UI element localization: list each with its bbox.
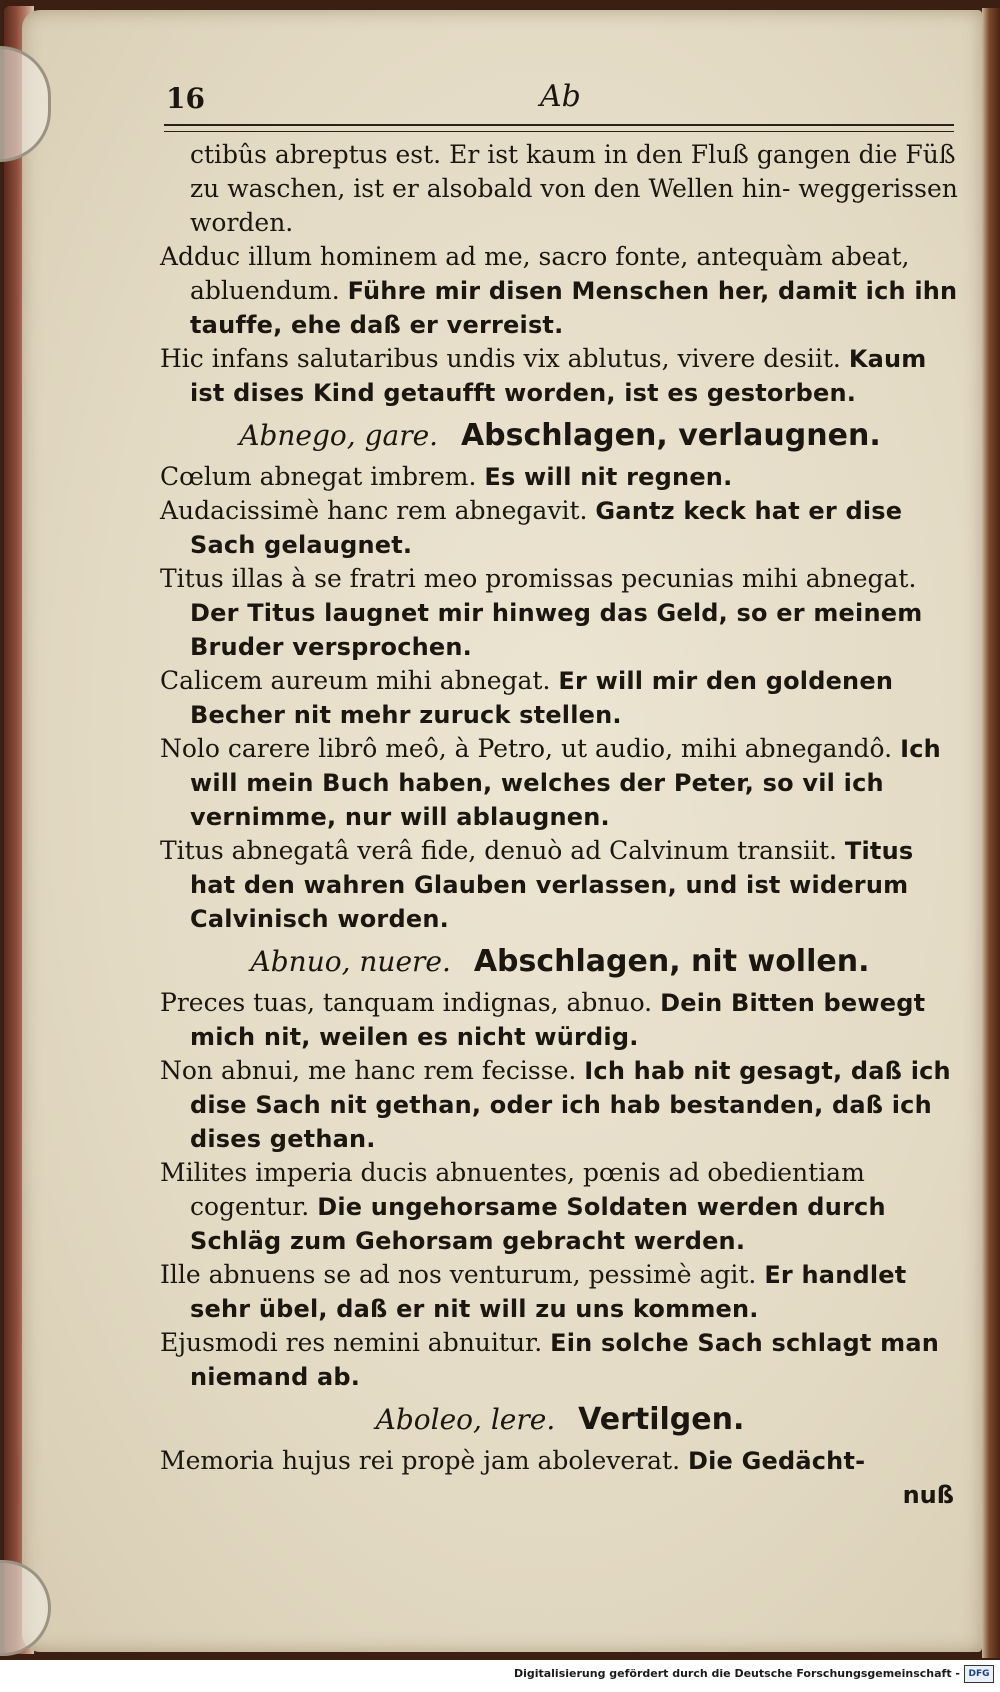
- dictionary-entry: [160, 834, 960, 936]
- headword-lemma: Abnego, gare.: [239, 419, 439, 452]
- page-stack-edge: [982, 8, 1000, 1658]
- german-translation: Ich hab nit gesagt, daß ich dise Sach nit gethan, oder ich hab bestanden, daß ich dises gethan.: [190, 1057, 951, 1153]
- german-translation: Die Gedächt-: [688, 1447, 866, 1475]
- dictionary-entry: [160, 494, 960, 562]
- latin-phrase: Titus illas à se fratri meo promissas pecunias mihi abnegat.: [160, 564, 917, 593]
- dictionary-entry: [160, 562, 960, 664]
- german-translation: Gantz keck hat er dise Sach gelaugnet.: [190, 497, 903, 559]
- german-translation: Führe mir disen Menschen her, damit ich ihn tauffe, ehe daß er verreist.: [190, 277, 958, 339]
- headword-abnego: [160, 416, 960, 456]
- headword-abnuo: [160, 942, 960, 982]
- latin-phrase: Preces tuas, tanquam indignas, abnuo.: [160, 988, 653, 1017]
- headword-lemma: Abnuo, nuere.: [250, 945, 451, 978]
- latin-phrase: Titus abnegatâ verâ fide, denuò ad Calvinum transiit.: [160, 836, 837, 865]
- dictionary-entry: [160, 732, 960, 834]
- headword-lemma: Aboleo, lere.: [375, 1403, 556, 1436]
- latin-phrase: Ejusmodi res nemini abnuitur.: [160, 1328, 543, 1357]
- latin-phrase: Milites imperia ducis abnuentes, pœnis ad obedientiam cogentur.: [160, 1158, 865, 1221]
- german-translation: Titus hat den wahren Glauben verlassen, und ist widerum Calvinisch worden.: [190, 837, 914, 933]
- entry-continuation: ctibûs abreptus est. Er ist kaum in den Fluß gangen die Füß zu waschen, ist er alsobald von den Wellen hin- weggerissen worden.: [190, 140, 958, 237]
- german-translation: Der Titus laugnet mir hinweg das Geld, so er meinem Bruder versprochen.: [190, 599, 923, 661]
- latin-phrase: Calicem aureum mihi abnegat.: [160, 666, 551, 695]
- dictionary-entry: [160, 1258, 960, 1326]
- dictionary-entry: [160, 240, 960, 342]
- catchword: nuß: [902, 1481, 954, 1509]
- running-head: Ab: [540, 79, 581, 114]
- dictionary-entry: [160, 1054, 960, 1156]
- dictionary-entry: [160, 664, 960, 732]
- latin-phrase: Nolo carere librô meô, à Petro, ut audio, mihi abnegandô.: [160, 734, 893, 763]
- german-translation: Er will mir den goldenen Becher nit mehr zuruck stellen.: [190, 667, 894, 729]
- german-translation: Ich will mein Buch haben, welches der Peter, so vil ich vernimme, nur will ablaugnen.: [190, 735, 941, 831]
- latin-phrase: Hic infans salutaribus undis vix ablutus, vivere desiit.: [160, 344, 841, 373]
- latin-phrase: Non abnui, me hanc rem fecisse.: [160, 1056, 577, 1085]
- dictionary-entry: [160, 986, 960, 1054]
- headword-gloss: Vertilgen.: [578, 1402, 745, 1437]
- latin-phrase: Audacissimè hanc rem abnegavit.: [160, 496, 588, 525]
- header-rule: [164, 124, 954, 132]
- german-translation: Er handlet sehr übel, daß er nit will zu uns kommen.: [190, 1261, 907, 1323]
- dictionary-entry: [160, 1444, 960, 1478]
- page-text-block: [160, 80, 960, 1512]
- german-translation: Kaum ist dises Kind getaufft worden, ist es gestorben.: [190, 345, 927, 407]
- headword-gloss: Abschlagen, nit wollen.: [473, 944, 870, 979]
- german-translation: Ein solche Sach schlagt man niemand ab.: [190, 1329, 940, 1391]
- funding-note: Digitalisierung gefördert durch die Deutsche Forschungsgemeinschaft -: [513, 1667, 960, 1680]
- latin-phrase: Ille abnuens se ad nos venturum, pessimè agit.: [160, 1260, 757, 1289]
- dictionary-entry: [160, 1156, 960, 1258]
- german-translation: Die ungehorsame Soldaten werden durch Schläg zum Gehorsam gebracht werden.: [190, 1193, 886, 1255]
- dictionary-entry: [160, 460, 960, 494]
- dfg-logo: DFG: [964, 1665, 994, 1683]
- german-translation: Es will nit regnen.: [484, 463, 733, 491]
- headword-gloss: Abschlagen, verlaugnen.: [460, 418, 881, 453]
- german-translation: Dein Bitten bewegt mich nit, weilen es nicht würdig.: [190, 989, 926, 1051]
- dictionary-entry: [160, 342, 960, 410]
- headword-aboleo: [160, 1400, 960, 1440]
- latin-phrase: Cœlum abnegat imbrem.: [160, 462, 477, 491]
- page-header: [160, 80, 960, 124]
- dictionary-entry: [160, 1326, 960, 1394]
- digitization-footer: [0, 1662, 1000, 1692]
- page-number: 16: [166, 82, 205, 115]
- latin-phrase: Adduc illum hominem ad me, sacro fonte, antequàm abeat, abluendum.: [160, 242, 910, 305]
- latin-phrase: Memoria hujus rei propè jam aboleverat.: [160, 1446, 681, 1475]
